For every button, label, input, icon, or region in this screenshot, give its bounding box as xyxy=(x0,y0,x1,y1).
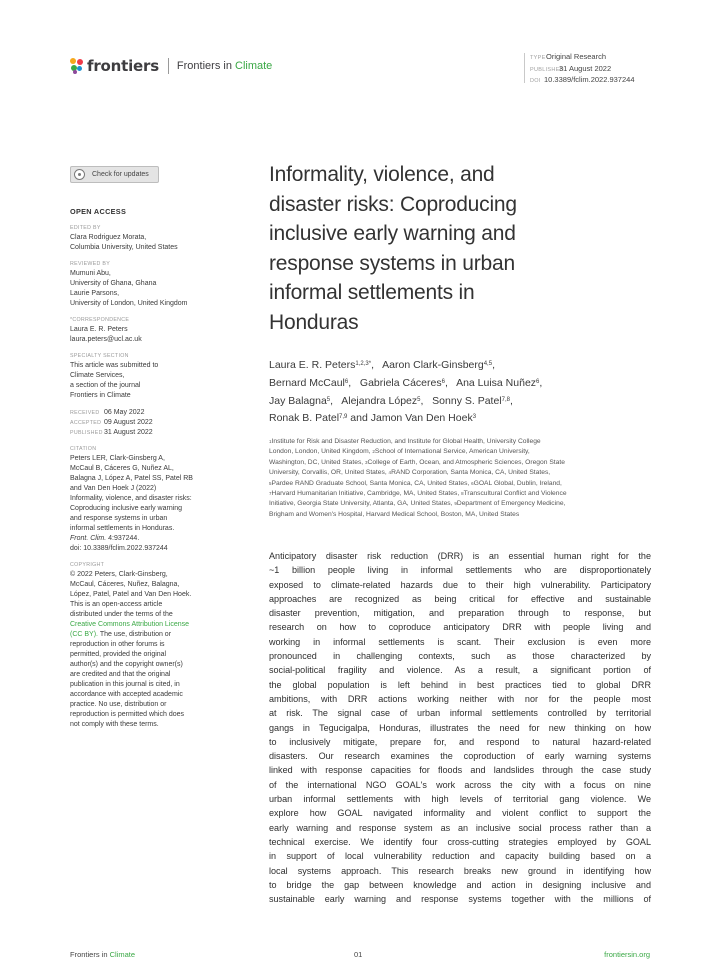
meta-divider xyxy=(524,53,525,83)
article-title: Informality, violence, and disaster risks: Coproducing inclusive early warning and response systems in urban informal settlements in Honduras xyxy=(269,163,517,334)
copyright-section: COPYRIGHT © 2022 Peters, Clark-Ginsberg, McCaul, Cáceres, Nuñez, Balagna, López, Patel, Patel and Van Den Hoek. This is an open-access article distributed under the terms of the Creative Commons Attribution License (CC BY). The use, distribution or reproduction in other forums is permitted, provided the original author(s) and the copyright owner(s) are credited and that the original publication in this journal is cited, in accordance with accepted academic practice. No use, distribution or reproduction is permitted which does not comply with these terms. xyxy=(70,561,230,730)
correspondence-section: *CORRESPONDENCE Laura E. R. Peters laura.peters@ucl.ac.uk xyxy=(70,316,230,345)
abstract-line: social-political fragility and violence. As a result, a significant portion of xyxy=(269,665,651,676)
journal-prefix: Frontiers in xyxy=(176,60,232,72)
author-name[interactable]: Aaron Clark-Ginsberg xyxy=(382,359,484,371)
frontiers-logo[interactable] xyxy=(70,57,272,75)
open-access-label: OPEN ACCESS xyxy=(70,207,127,216)
accepted-date: ACCEPTED 09 August 2022 xyxy=(70,419,153,426)
abstract-line: explore how GOAL navigated informality and violent conflict to support the xyxy=(269,808,651,819)
reviewed-by-section: REVIEWED BY Mumuni Abu, University of Ghana, Ghana Laurie Parsons, University of London, United Kingdom xyxy=(70,261,188,307)
article-meta xyxy=(530,52,635,87)
abstract-line: pronounced in challenging contexts, such as those characterized by xyxy=(269,651,651,662)
meta-doi[interactable]: DOI 10.3389/fclim.2022.937244 xyxy=(530,75,635,84)
specialty-section: SPECIALTY SECTION This article was submitted to Climate Services, a section of the journal Frontiers in Climate xyxy=(70,353,159,399)
correspondence-email[interactable]: laura.peters@ucl.ac.uk xyxy=(70,336,142,343)
abstract-line: to bridge the gap between knowledge and action in designing inclusive and xyxy=(269,879,651,890)
cc-by-link[interactable]: (CC BY). xyxy=(70,631,98,638)
abstract-line: linked with response capacities for floods and landslides through the case study xyxy=(269,765,651,776)
abstract-line: at risk. The signal case of urban informal settlements controlled by territorial xyxy=(269,708,651,719)
abstract-line: urban informal settlements with high levels of territorial gang violence. We xyxy=(269,794,651,805)
meta-published: PUBLISHED31 August 2022 xyxy=(530,63,612,73)
author-name[interactable]: Ana Luisa Nuñez xyxy=(456,376,537,389)
check-updates-label: Check for updates xyxy=(92,171,149,178)
abstract xyxy=(269,549,651,906)
journal-name xyxy=(177,60,272,72)
abstract-line: ambitions, with DRR actions working neither with nor for the people most xyxy=(269,693,651,704)
author-name[interactable]: Bernard McCaul xyxy=(269,376,345,389)
abstract-line: early warning and response system as an inclusive social process rather than a xyxy=(269,822,651,833)
check-updates-icon xyxy=(74,169,85,180)
abstract-line: gangs in Tegucigalpa, Honduras, illustrates the need for new thinking on how xyxy=(269,722,651,733)
journal-accent: Climate xyxy=(235,60,273,72)
author-name[interactable]: Ronak B. Patel xyxy=(269,412,340,425)
author-list: Laura E. R. Peters$^{1,2,3*}$, Aaron Clark-Ginsberg$^{4,5}$, Bernard McCaul$^6$, Gabriela Cáceres$^6$, Ana Luisa Nuñez$^6$, Jay Balagna$^5$, Alejandra López$^5$, Sonny S. Patel$^{7,8}$, Ronak B. Patel$^{7,9}$ and Jamon Van Den Hoek$^3$ xyxy=(269,359,543,425)
citation-section: CITATION Peters LER, Clark-Ginsberg A, McCaul B, Cáceres G, Nuñez AL, Balagna J, López A, Patel SS, Patel RB and Van Den Hoek J (2022) Informality, violence, and disaster risks: Coproducing inclusive early warning and response systems in urban informal settlements in Honduras. Front. Clim. 4:937244. doi: 10.3389/fclim.2022.937244 xyxy=(70,445,230,554)
check-for-updates-button[interactable] xyxy=(70,166,159,183)
abstract-line: disasters. Our research examines the coproduction of early warning systems xyxy=(269,751,651,762)
abstract-line: Anticipatory disaster risk reduction (DRR) is an essential human right for the xyxy=(269,551,651,561)
abstract-line: ~1 billion people living in informal settlements who are disproportionately xyxy=(269,565,651,576)
author-name[interactable]: Jay Balagna xyxy=(269,394,327,407)
footer-site-link[interactable]: frontiersin.org xyxy=(604,950,650,959)
citation-doi[interactable]: doi: 10.3389/fclim.2022.937244 xyxy=(70,545,168,552)
abstract-line: in support of local vulnerability reduction and capacity building based on a xyxy=(269,851,651,862)
abstract-line: approaches are recognized as being critical for effective and sustainable xyxy=(269,593,651,604)
brand-name: frontiers xyxy=(87,57,159,75)
received-date: RECEIVED 06 May 2022 xyxy=(70,409,145,416)
affiliations: $^1$Institute for Risk and Disaster Reduction, and Institute for Global Health, University College London, London, United Kingdom, $^2$School of International Service, American University, Washington, DC, United States, $^3$College of Earth, Ocean, and Atmospheric Sciences, Oregon State University, Corvallis, OR, United States, $^4$RAND Corporation, Santa Monica, CA, United States, $^5$Pardee RAND Graduate School, Santa Monica, CA, United States, $^6$GOAL Global, Dublin, Ireland, $^7$Harvard Humanitarian Initiative, Cambridge, MA, United States, $^8$Transcultural Conflict and Violence Initiative, Georgia State University, Atlanta, GA, United States, $^9$Department of Emergency Medicine, Brigham and Women's Hospital, Harvard Medical School, Boston, MA, United States xyxy=(269,438,567,518)
citation-journal: Front. Clim. 4:937244. xyxy=(70,535,140,542)
abstract-line: sustainable early warning and response systems together with the millions of xyxy=(269,894,651,905)
abstract-line: disaster prevention, mitigation, and preparation through to response, but xyxy=(269,608,651,619)
abstract-line: local systems approach. This research breaks new ground in identifying how xyxy=(269,865,651,876)
abstract-line: of the international NGO GOAL's work across the city with a focus on nine xyxy=(269,779,651,790)
frontiers-dots-icon xyxy=(70,58,84,74)
author-name[interactable]: Gabriela Cáceres xyxy=(359,376,442,389)
page-number: 01 xyxy=(354,950,363,959)
abstract-line: technical exercise. We identify four cross-cutting strategies employed by GOAL xyxy=(269,836,651,847)
license-link[interactable]: Creative Commons Attribution License xyxy=(70,621,190,628)
abstract-line: exposed to climate-related hazards due to their high vulnerability. Participatory xyxy=(269,579,651,590)
abstract-line: the global population is left behind in best practices tied to global DRR xyxy=(269,679,651,690)
abstract-line: research on how to coproduce anticipatory DRR with people living and xyxy=(269,622,651,633)
abstract-line: to inclusively mitigate, prepare for, and respond to natural hazard-related xyxy=(269,736,651,747)
author-name[interactable]: Sonny S. Patel xyxy=(432,394,502,407)
footer-journal: Frontiers in Climate xyxy=(70,950,136,959)
published-date: PUBLISHED31 August 2022 xyxy=(70,429,153,436)
meta-type: TYPEOriginal Research xyxy=(530,52,607,61)
logo-divider xyxy=(168,58,169,74)
dates-section xyxy=(70,408,230,438)
edited-by-section: EDITED BY Clara Rodriguez Morata, Columbia University, United States xyxy=(70,225,178,251)
author-name[interactable]: Laura E. R. Peters xyxy=(269,359,356,371)
author-name[interactable]: Alejandra López xyxy=(341,394,418,407)
abstract-line: working in informal settlements is scant. Their exclusion is even more xyxy=(269,636,651,647)
author-name[interactable]: Jamon Van Den Hoek xyxy=(370,412,473,425)
article-sidebar xyxy=(70,207,230,737)
